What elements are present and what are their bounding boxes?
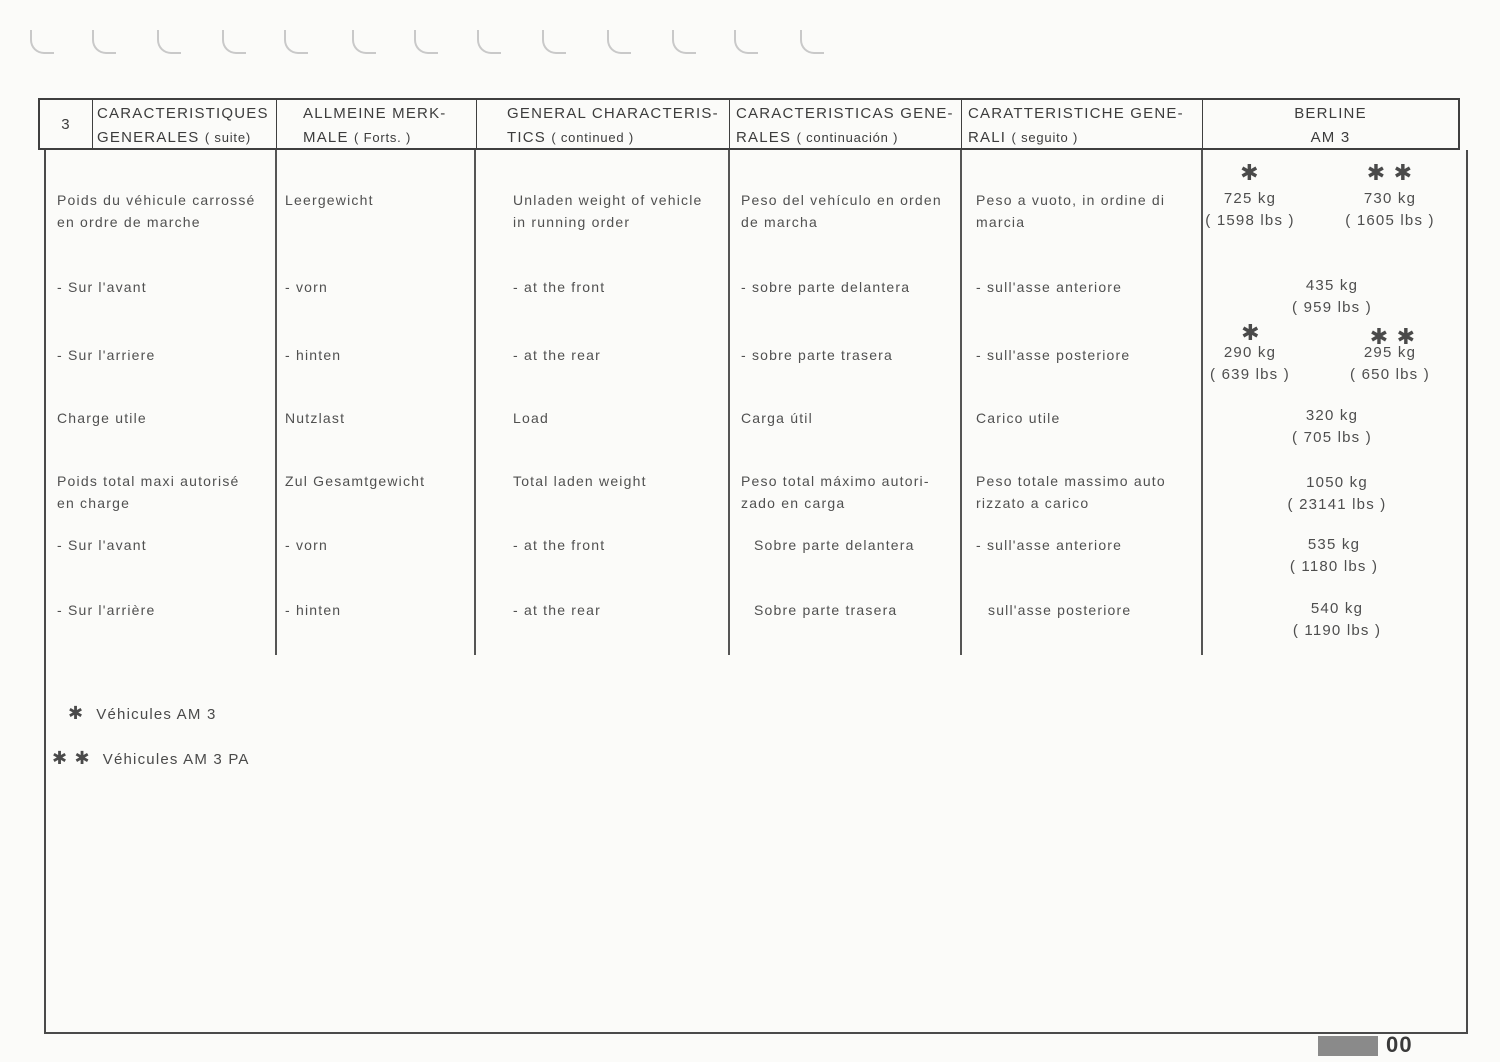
value-am3pa: 730 kg ( 1605 lbs ): [1345, 190, 1435, 229]
value-am3: 290 kg ( 639 lbs ): [1210, 344, 1290, 383]
header-it: CARATTERISTICHE GENE- RALI ( seguito ): [961, 100, 1202, 148]
table-header: [38, 98, 1460, 150]
value-both: 535 kg ( 1180 lbs ): [1289, 536, 1379, 575]
row-label-fr: - Sur l'arriere: [57, 347, 156, 363]
row-label-it: - sull'asse anteriore: [976, 279, 1123, 295]
row-label-it: Peso a vuoto, in ordine di marcia: [976, 192, 1166, 230]
value-both: 435 kg ( 959 lbs ): [1292, 277, 1372, 316]
header-en: GENERAL CHARACTERIS- TICS ( continued ): [476, 100, 729, 148]
row-label-es: Peso del vehículo en orden de marcha: [741, 192, 942, 230]
row-label-de: - hinten: [285, 602, 342, 618]
row-label-de: Leergewicht: [285, 192, 374, 208]
value-am3pa: 295 kg ( 650 lbs ): [1350, 344, 1430, 383]
row-label-es: Carga útil: [741, 410, 813, 426]
header-de: ALLMEINE MERK- MALE ( Forts. ): [276, 100, 476, 148]
col-divider: [275, 150, 277, 655]
row-label-es: Sobre parte delantera: [754, 537, 915, 553]
row-label-fr: Poids total maxi autorisé en charge: [57, 473, 240, 511]
row-label-en: - at the rear: [513, 347, 601, 363]
header-es: CARACTERISTICAS GENE- RALES ( continuación ): [729, 100, 961, 148]
row-label-es: Sobre parte trasera: [754, 602, 898, 618]
value-am3: 725 kg ( 1598 lbs ): [1205, 190, 1295, 229]
row-label-it: Carico utile: [976, 410, 1061, 426]
section-number: 3: [61, 116, 71, 133]
col-divider: [728, 150, 730, 655]
row-label-en: Load: [513, 410, 549, 426]
row-label-en: Total laden weight: [513, 473, 647, 489]
row-label-de: - vorn: [285, 279, 328, 295]
single-star-marker: ✱: [1241, 320, 1261, 345]
row-label-fr: - Sur l'avant: [57, 279, 147, 295]
page-tab: [1318, 1036, 1378, 1056]
single-star-marker: ✱: [1240, 160, 1260, 185]
row-label-fr: - Sur l'arrière: [57, 602, 156, 618]
footnote-am3pa: ✱ ✱ Véhicules AM 3 PA: [52, 748, 250, 768]
row-label-de: - vorn: [285, 537, 328, 553]
row-label-it: sull'asse posteriore: [988, 602, 1132, 618]
footnote-am3: ✱ Véhicules AM 3: [68, 703, 217, 723]
row-label-es: Peso total máximo autori- zado en carga: [741, 473, 930, 511]
col-divider: [960, 150, 962, 655]
row-label-fr: - Sur l'avant: [57, 537, 147, 553]
page-number: 00: [1386, 1032, 1413, 1057]
row-label-it: Peso totale massimo auto rizzato a carico: [976, 473, 1166, 511]
header-model: BERLINE AM 3: [1202, 100, 1458, 148]
row-label-fr: Charge utile: [57, 410, 147, 426]
col-divider: [474, 150, 476, 655]
value-both: 1050 kg ( 23141 lbs ): [1287, 474, 1387, 513]
binding-marks: [22, 30, 1482, 70]
value-both: 540 kg ( 1190 lbs ): [1292, 600, 1382, 639]
value-both: 320 kg ( 705 lbs ): [1292, 407, 1372, 446]
double-star-marker: ✱ ✱: [1369, 324, 1417, 349]
row-label-it: - sull'asse posteriore: [976, 347, 1131, 363]
row-label-de: - hinten: [285, 347, 342, 363]
header-fr: CARACTERISTIQUES GENERALES ( suite): [92, 100, 276, 148]
row-label-en: - at the rear: [513, 602, 601, 618]
row-label-fr: Poids du véhicule carrossé en ordre de marche: [57, 192, 256, 230]
row-label-en: - at the front: [513, 537, 606, 553]
row-label-en: Unladen weight of vehicle in running order: [513, 192, 703, 230]
row-label-es: - sobre parte delantera: [741, 279, 911, 295]
double-star-marker: ✱ ✱: [1366, 160, 1414, 185]
single-star-icon: ✱: [68, 703, 85, 723]
row-label-en: - at the front: [513, 279, 606, 295]
row-label-it: - sull'asse anteriore: [976, 537, 1123, 553]
row-label-de: Zul Gesamtgewicht: [285, 473, 426, 489]
row-label-de: Nutzlast: [285, 410, 346, 426]
row-label-es: - sobre parte trasera: [741, 347, 894, 363]
double-star-icon: ✱ ✱: [52, 748, 91, 768]
